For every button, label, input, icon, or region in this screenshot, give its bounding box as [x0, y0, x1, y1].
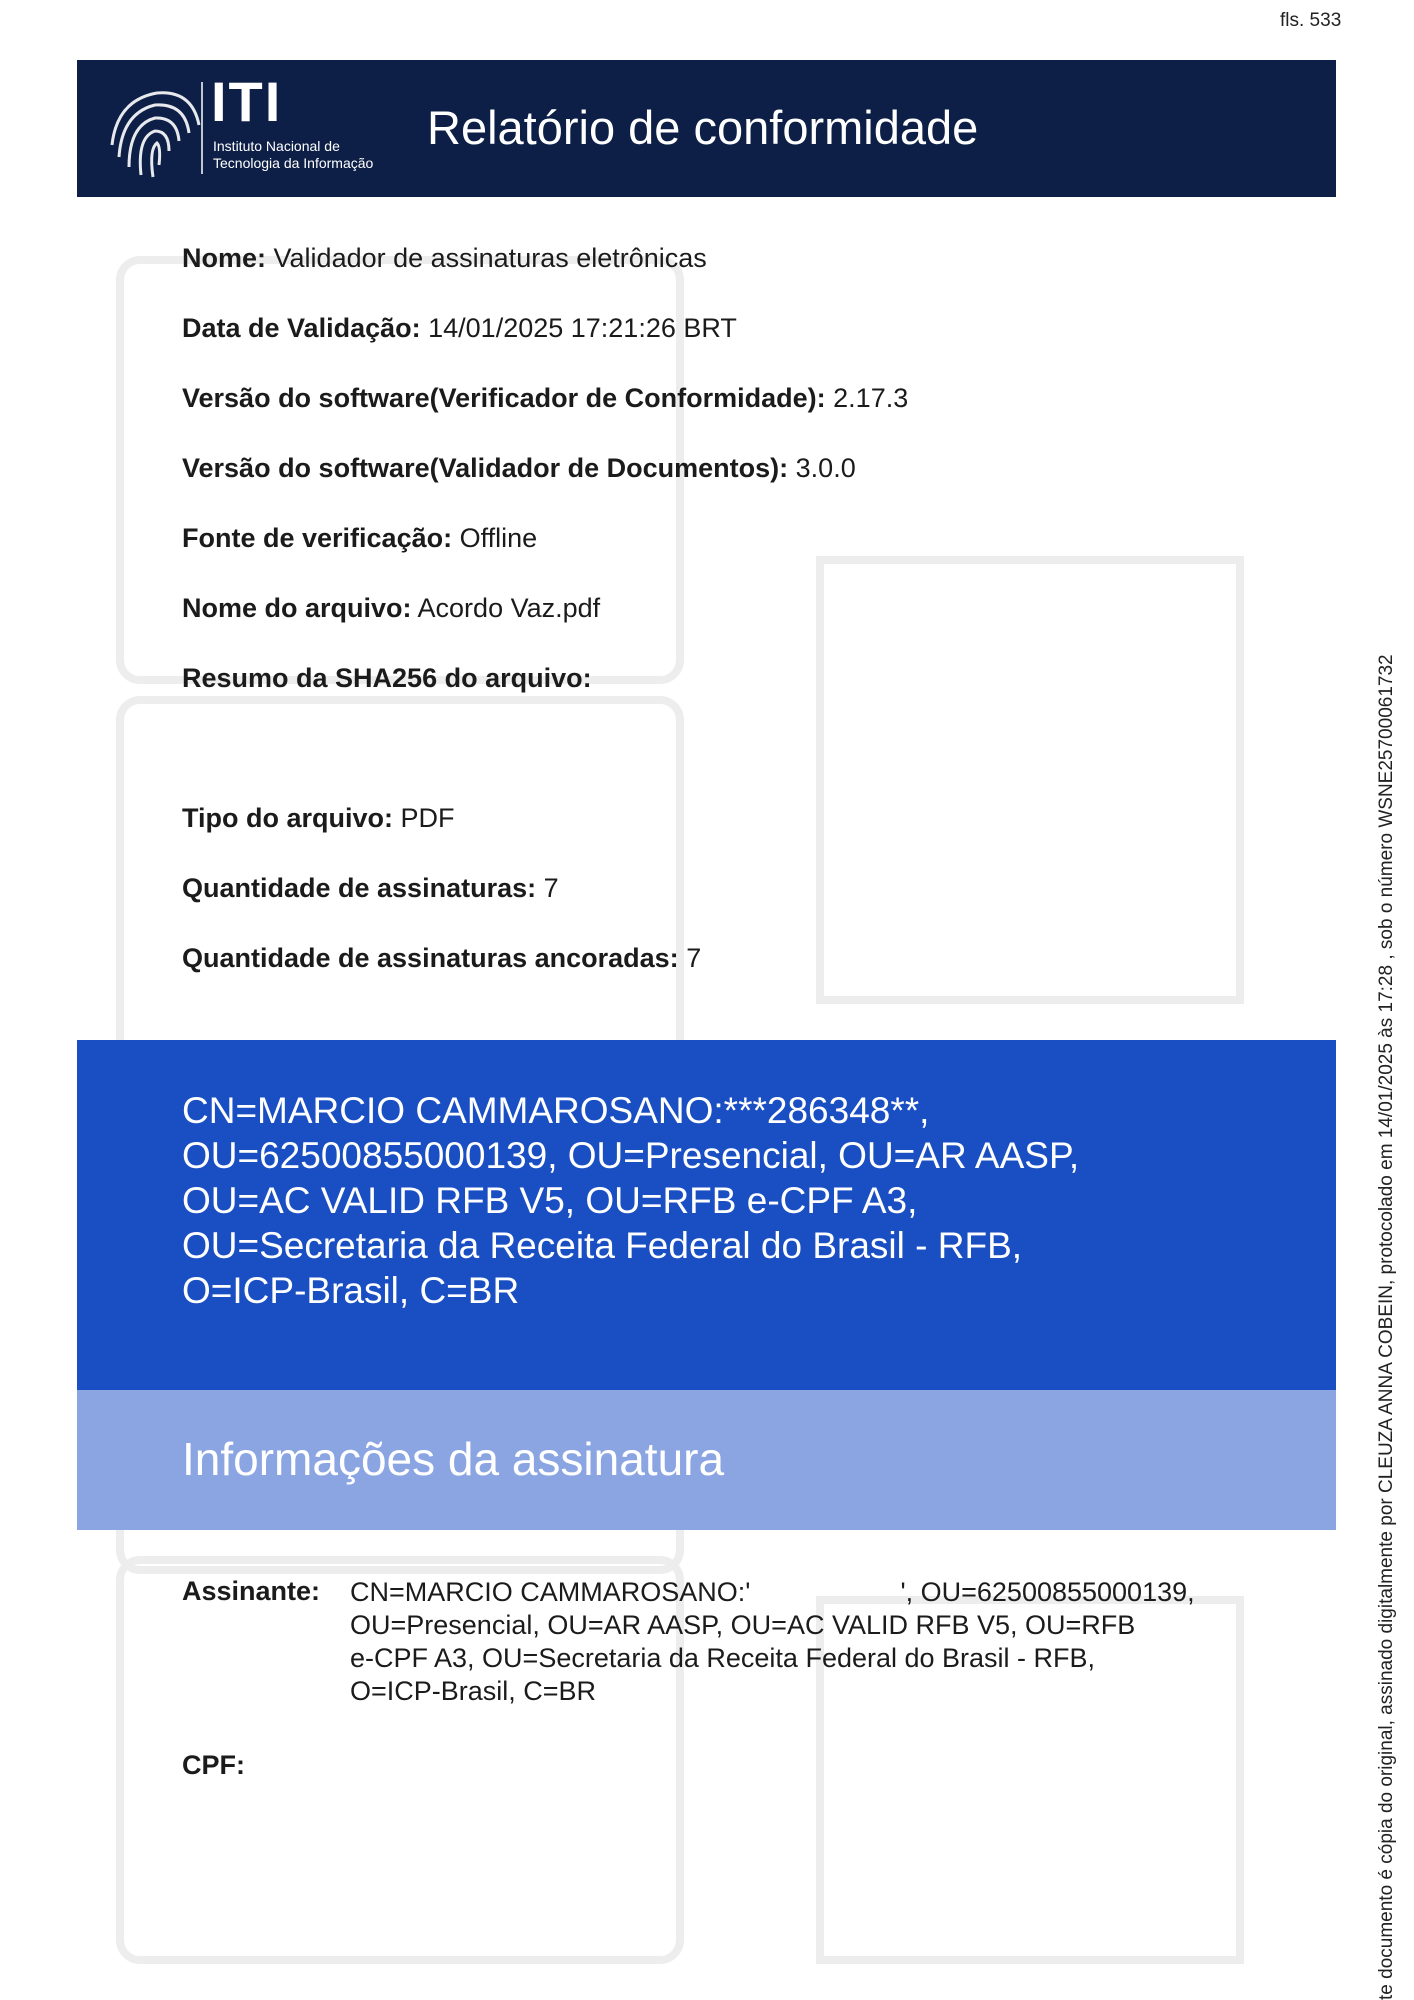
iti-logo-subtitle: Instituto Nacional de Tecnologia da Informação — [213, 138, 374, 171]
page-title: Relatório de conformidade — [427, 101, 979, 154]
signer-label: Assinante: — [182, 1576, 321, 1606]
field-sha256: Resumo da SHA256 do arquivo: — [182, 663, 592, 693]
signature-info-header — [77, 1390, 1336, 1530]
certificate-block — [77, 1040, 1336, 1390]
field-verification-source: Fonte de verificação: Offline — [182, 523, 538, 553]
signer-value: CN=MARCIO CAMMAROSANO:' ', OU=62500855000139, OU=Presencial, OU=AR AASP, OU=AC VALID RFB V5, OU=RFB e-CPF A3, OU=Secretaria da Receita Federal do Brasil - RFB, O=ICP-Brasil, C=BR — [350, 1577, 1195, 1706]
field-verifier-version: Versão do software(Verificador de Conformidade): 2.17.3 — [182, 383, 909, 413]
cpf-label: CPF: — [182, 1750, 245, 1780]
field-validator-version: Versão do software(Validador de Documentos): 3.0.0 — [182, 453, 856, 483]
certificate-subject: CN=MARCIO CAMMAROSANO:***286348**, OU=62500855000139, OU=Presencial, OU=AR AASP, OU=AC VALID RFB V5, OU=RFB e-CPF A3, OU=Secretaria da Receita Federal do Brasil - RFB, O=ICP-Brasil, C=BR — [182, 1090, 1080, 1311]
iti-logo-text: ITI — [211, 70, 283, 133]
field-validation-date: Data de Validação: 14/01/2025 17:21:26 BRT — [182, 313, 737, 343]
field-file-type: Tipo do arquivo: PDF — [182, 803, 455, 833]
digital-signature-note: te documento é cópia do original, assinado digitalmente por CLEUZA ANNA COBEIN, protocolado em 14/01/2025 às 17:28 , sob o número WSNE25700061732 — [1376, 654, 1397, 2000]
signature-info-title: Informações da assinatura — [182, 1433, 725, 1485]
field-signature-count: Quantidade de assinaturas: 7 — [182, 873, 559, 903]
report-header — [77, 60, 1336, 197]
field-name: Nome: Validador de assinaturas eletrônicas — [182, 243, 707, 273]
fingerprint-icon — [97, 75, 207, 185]
field-file-name: Nome do arquivo: Acordo Vaz.pdf — [182, 593, 601, 623]
folio-number: fls. 533 — [1280, 10, 1342, 31]
field-anchored-count: Quantidade de assinaturas ancoradas: 7 — [182, 943, 702, 973]
logo-divider — [201, 82, 203, 174]
